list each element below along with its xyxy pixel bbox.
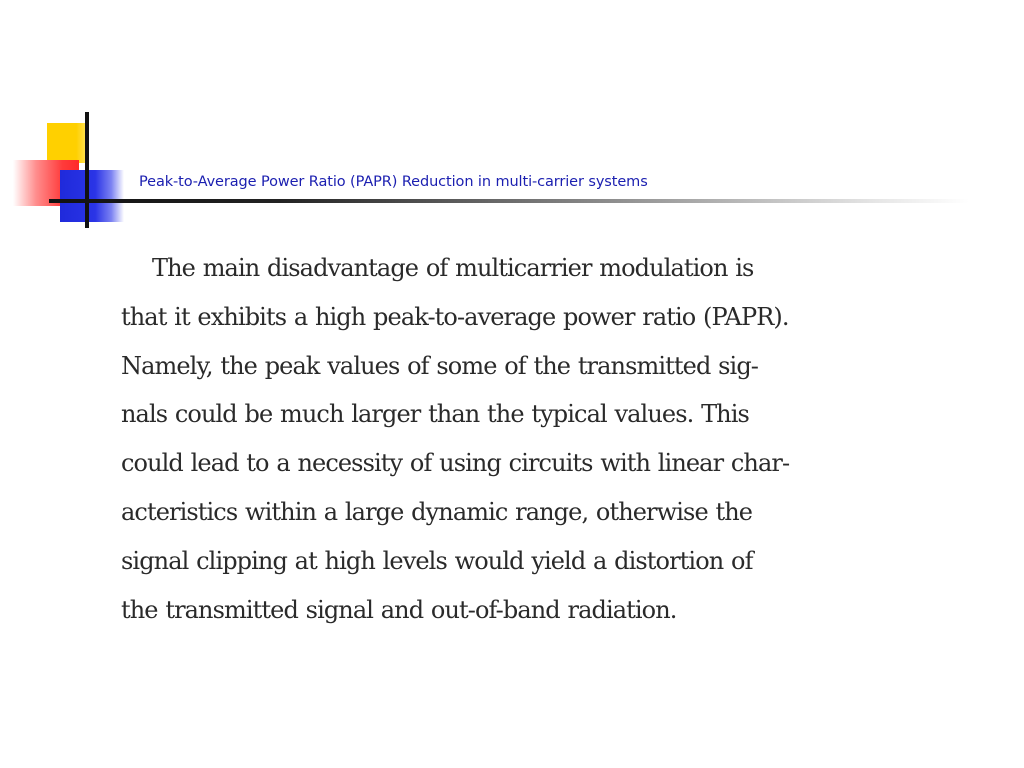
body-line: The main disadvantage of multicarrier modulation is [152, 254, 754, 282]
corner-decoration [0, 0, 140, 240]
blue-square-decoration [60, 170, 124, 222]
body-line: that it exhibits a high peak-to-average power ratio (PAPR). [121, 302, 789, 331]
body-line: the transmitted signal and out-of-band radiation. [121, 595, 677, 624]
title-underline-rule [49, 199, 969, 203]
vertical-rule [85, 112, 89, 228]
body-line: could lead to a necessity of using circuits with linear char- [121, 449, 790, 478]
body-line: Namely, the peak values of some of the transmitted sig- [121, 351, 758, 380]
slide-body-paragraph [121, 244, 861, 634]
body-line: signal clipping at high levels would yield a distortion of [121, 546, 753, 575]
slide-title: Peak-to-Average Power Ratio (PAPR) Reduction in multi-carrier systems [139, 174, 648, 190]
body-line: nals could be much larger than the typical values. This [121, 400, 749, 429]
body-line: acteristics within a large dynamic range, otherwise the [121, 497, 753, 526]
yellow-square-decoration [47, 123, 89, 163]
